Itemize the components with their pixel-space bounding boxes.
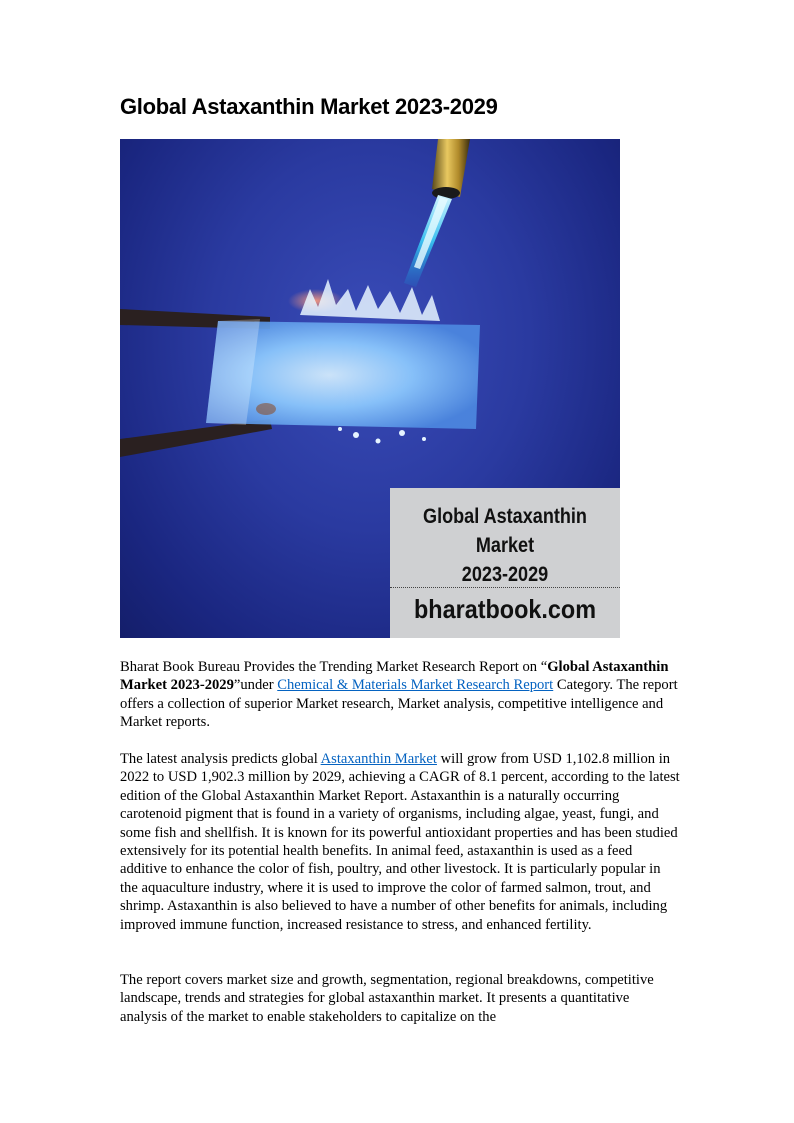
hero-overlay-caption <box>390 488 620 638</box>
overlay-website: bharatbook.com <box>413 594 597 624</box>
overlay-title-line1: Global Astaxanthin Market <box>423 505 587 557</box>
p2-text-before: The latest analysis predicts global <box>120 751 321 767</box>
overlay-title <box>406 502 604 589</box>
overlay-divider <box>390 587 620 588</box>
p1-text-end: Category. The report offers a collection of superior Market research, Market analysis, competitive intelligence and Market reports. <box>120 677 678 731</box>
p1-bold-title: Global Astaxanthin Market 2023-2029 <box>120 659 669 694</box>
category-link[interactable]: Chemical & Materials Market Research Report <box>277 677 554 694</box>
intro-paragraph <box>120 658 680 732</box>
coverage-paragraph: The report covers market size and growth, segmentation, regional breakdowns, competitive landscape, trends and strategies for global astaxanthin market. It presents a quantitative analysis of the market to enable stakeholders to capitalize on the <box>120 972 654 1025</box>
p2-text-after: will grow from USD 1,102.8 million in 2022 to USD 1,902.3 million by 2029, achieving a CAGR of 8.1 percent, according to the latest edition of the Global Astaxanthin Market Report. Astaxanthin is a naturally occurring carotenoid pigment that is found in a variety of organisms, including algae, yeast, fungi, and some fish and shellfish. It is known for its powerful antioxidant properties and has been studied extensively for its potential health benefits. In animal feed, astaxanthin is used as a feed additive to enhance the color of fish, poultry, and other livestock. It is particularly popular in the aquaculture industry, where it is used to improve the color of farmed salmon, trout, and shrimp. Astaxanthin is also believed to have a number of other benefits for animals, including improved immune function, increased resistance to stress, and enhanced fertility. <box>120 751 680 933</box>
market-link[interactable]: Astaxanthin Market <box>320 751 437 767</box>
hero-image <box>120 139 620 638</box>
page-title: Global Astaxanthin Market 2023-2029 <box>120 94 498 119</box>
p1-text-after-title: ”under <box>233 677 278 694</box>
overlay-title-line2: 2023-2029 <box>461 563 549 586</box>
p1-text-before: Bharat Book Bureau Provides the Trending Market Research Report on “ <box>120 659 548 675</box>
analysis-paragraph <box>120 750 680 934</box>
